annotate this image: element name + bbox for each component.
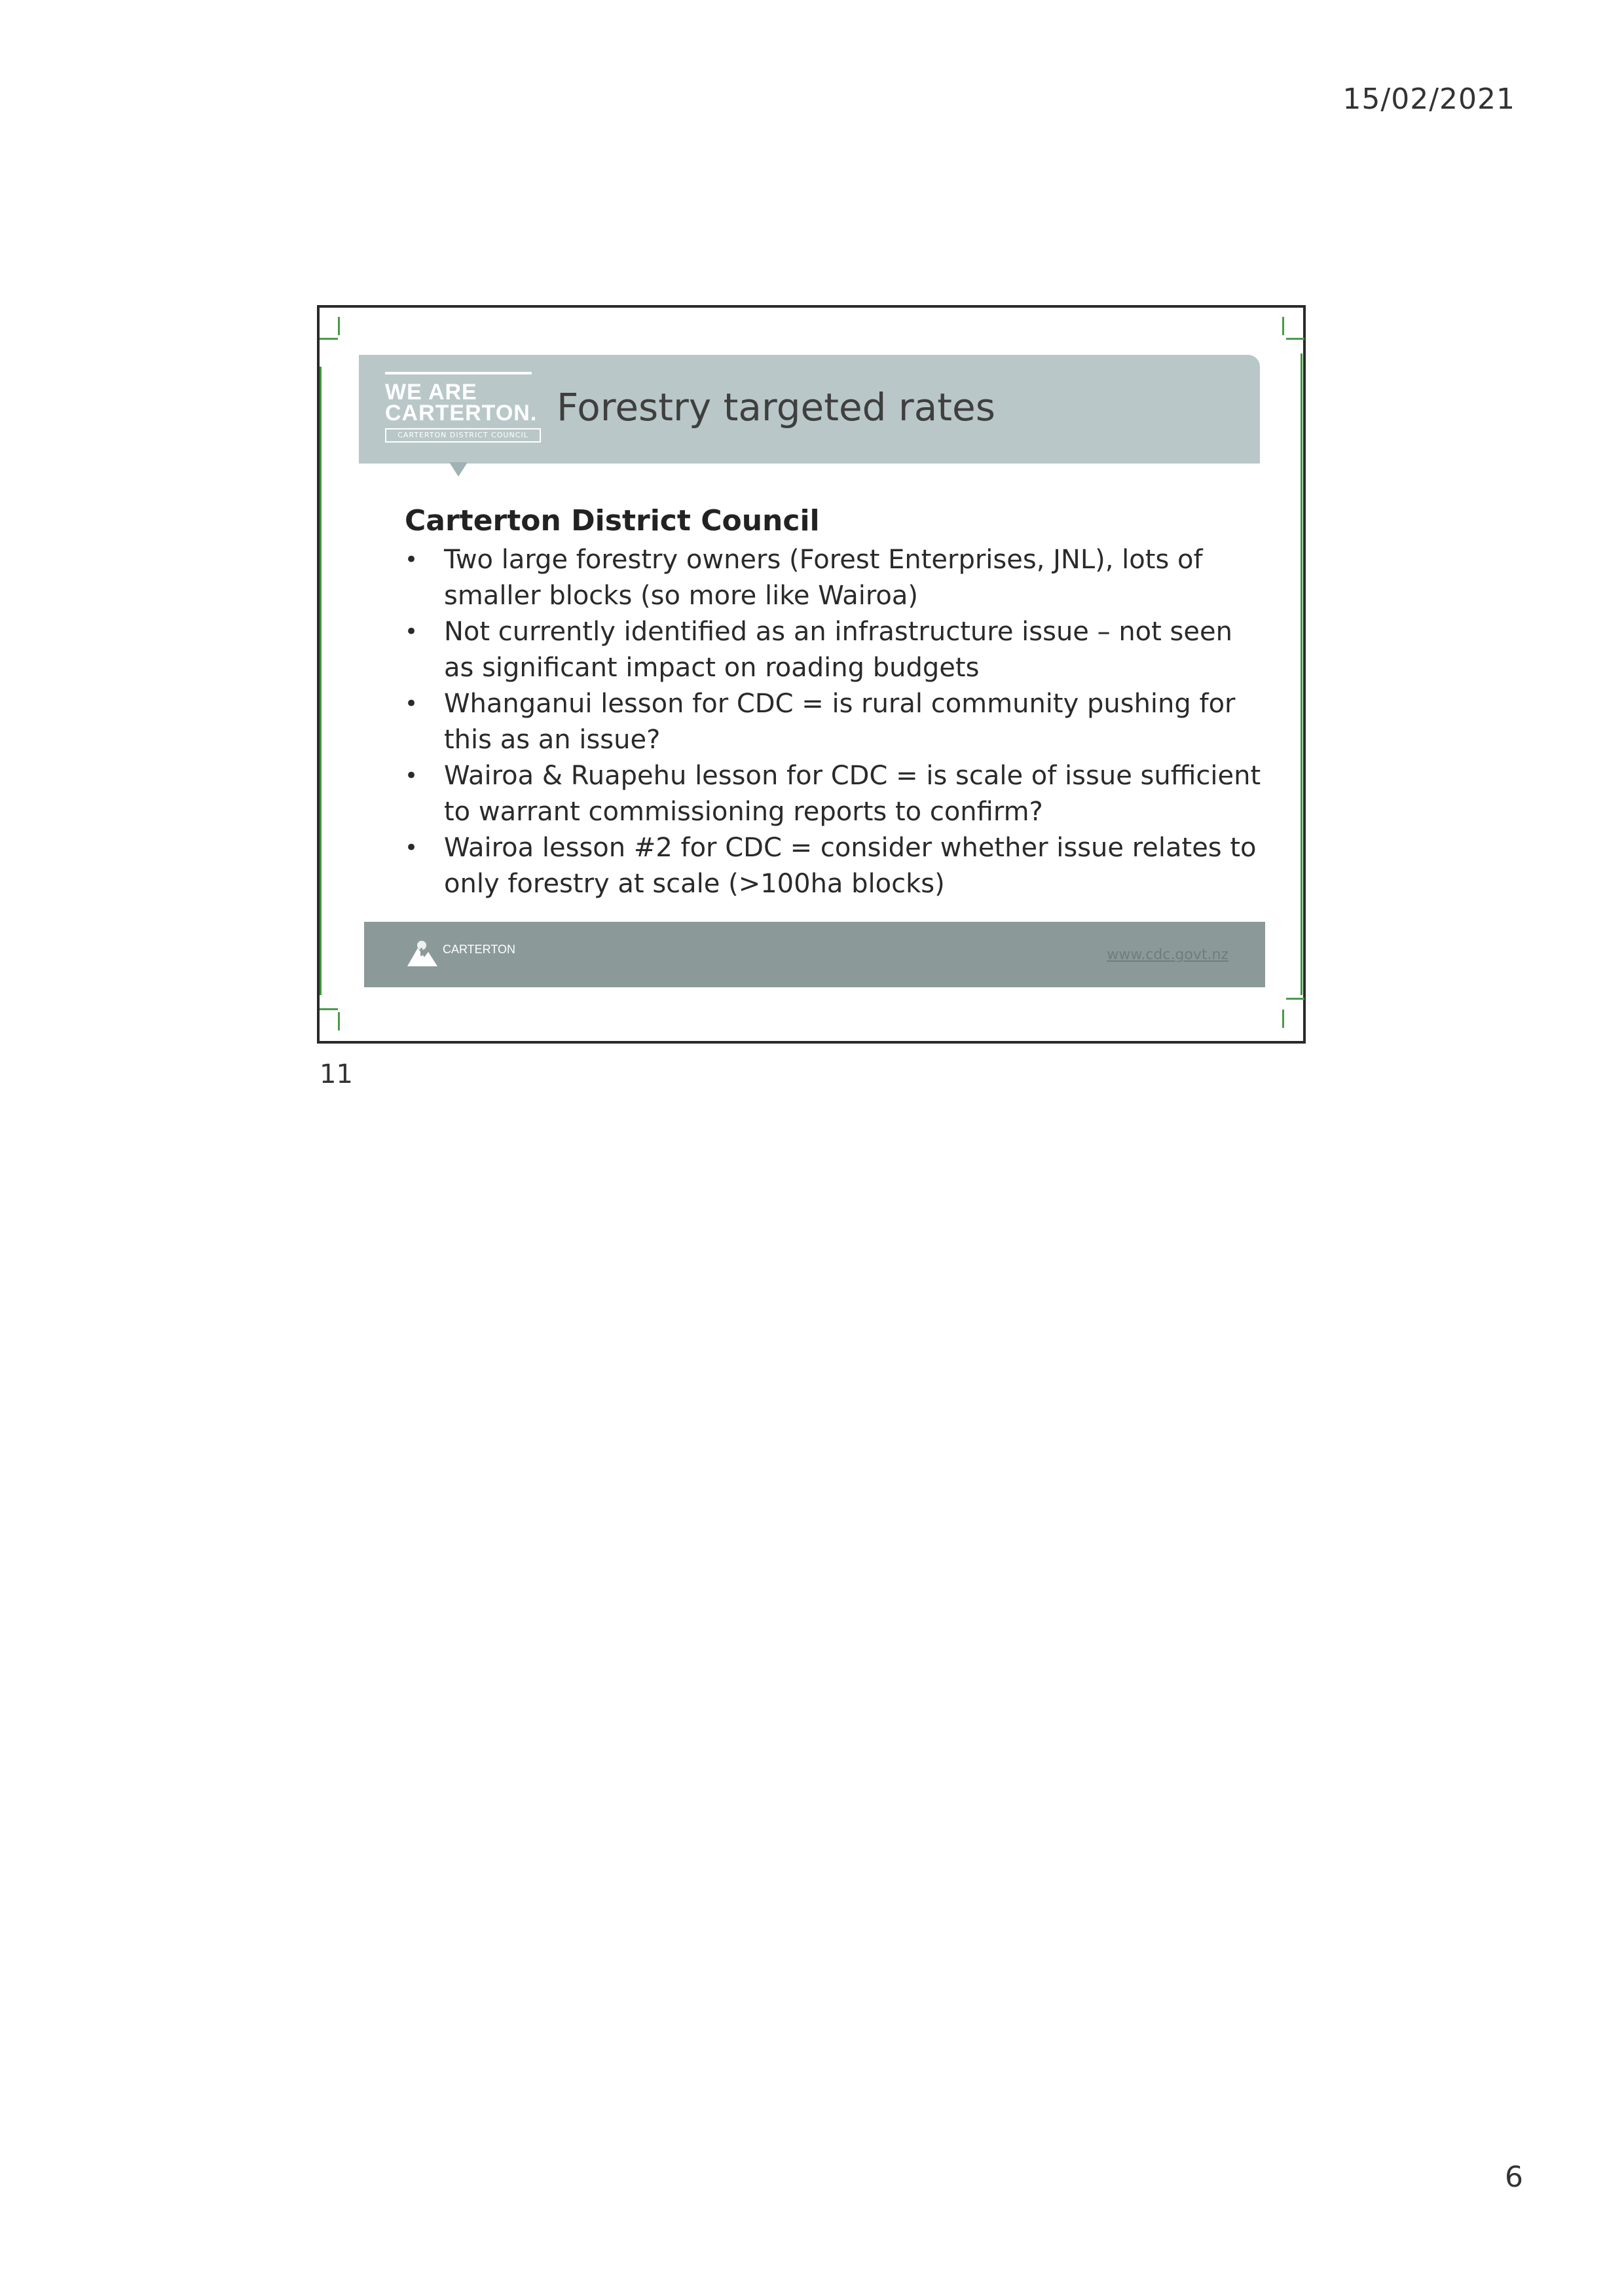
content-heading: Carterton District Council <box>405 504 820 538</box>
footer-logo-text: CARTERTON <box>443 943 516 956</box>
logo-line-1: WE ARE <box>385 380 477 405</box>
bullet-item: • Wairoa lesson #2 for CDC = consider whether issue relates to only forestry at scale (>100ha blocks) <box>405 830 1269 902</box>
crop-mark-bottom-left-h <box>320 1008 338 1010</box>
tree-mountain-icon <box>406 939 439 968</box>
bullet-list <box>405 542 1269 902</box>
logo-rule <box>385 372 532 374</box>
footer-url-link[interactable]: www.cdc.govt.nz <box>1107 947 1228 963</box>
bullet-item: • Not currently identified as an infrastructure issue – not seen as significant impact on roading budgets <box>405 614 1269 686</box>
slide-edge-right <box>1301 354 1302 995</box>
page-date: 15/02/2021 <box>1342 82 1515 116</box>
bullet-item: • Whanganui lesson for CDC = is rural community pushing for this as an issue? <box>405 686 1269 758</box>
crop-mark-bottom-right-h <box>1286 998 1304 1000</box>
slide-title: Forestry targeted rates <box>557 385 995 429</box>
crop-mark-bottom-left <box>338 1012 340 1030</box>
header-pointer <box>449 462 468 477</box>
crop-mark-top-right-h <box>1286 338 1304 340</box>
slide-edge-left <box>320 367 322 995</box>
carterton-footer-logo <box>406 938 517 970</box>
we-are-carterton-logo <box>385 372 541 444</box>
crop-mark-top-left-h <box>320 338 338 340</box>
crop-mark-top-right <box>1282 317 1284 335</box>
slide-number: 11 <box>320 1059 353 1089</box>
logo-line-2: CARTERTON. <box>385 401 538 426</box>
bullet-item: • Wairoa & Ruapehu lesson for CDC = is scale of issue sufficient to warrant commissioning reports to confirm? <box>405 758 1269 830</box>
bullet-item: • Two large forestry owners (Forest Enterprises, JNL), lots of smaller blocks (so more like Wairoa) <box>405 542 1269 614</box>
page-number: 6 <box>1505 2160 1523 2194</box>
crop-mark-top-left <box>338 317 340 335</box>
crop-mark-bottom-right <box>1282 1010 1284 1028</box>
logo-subtitle: CARTERTON DISTRICT COUNCIL <box>385 428 541 443</box>
